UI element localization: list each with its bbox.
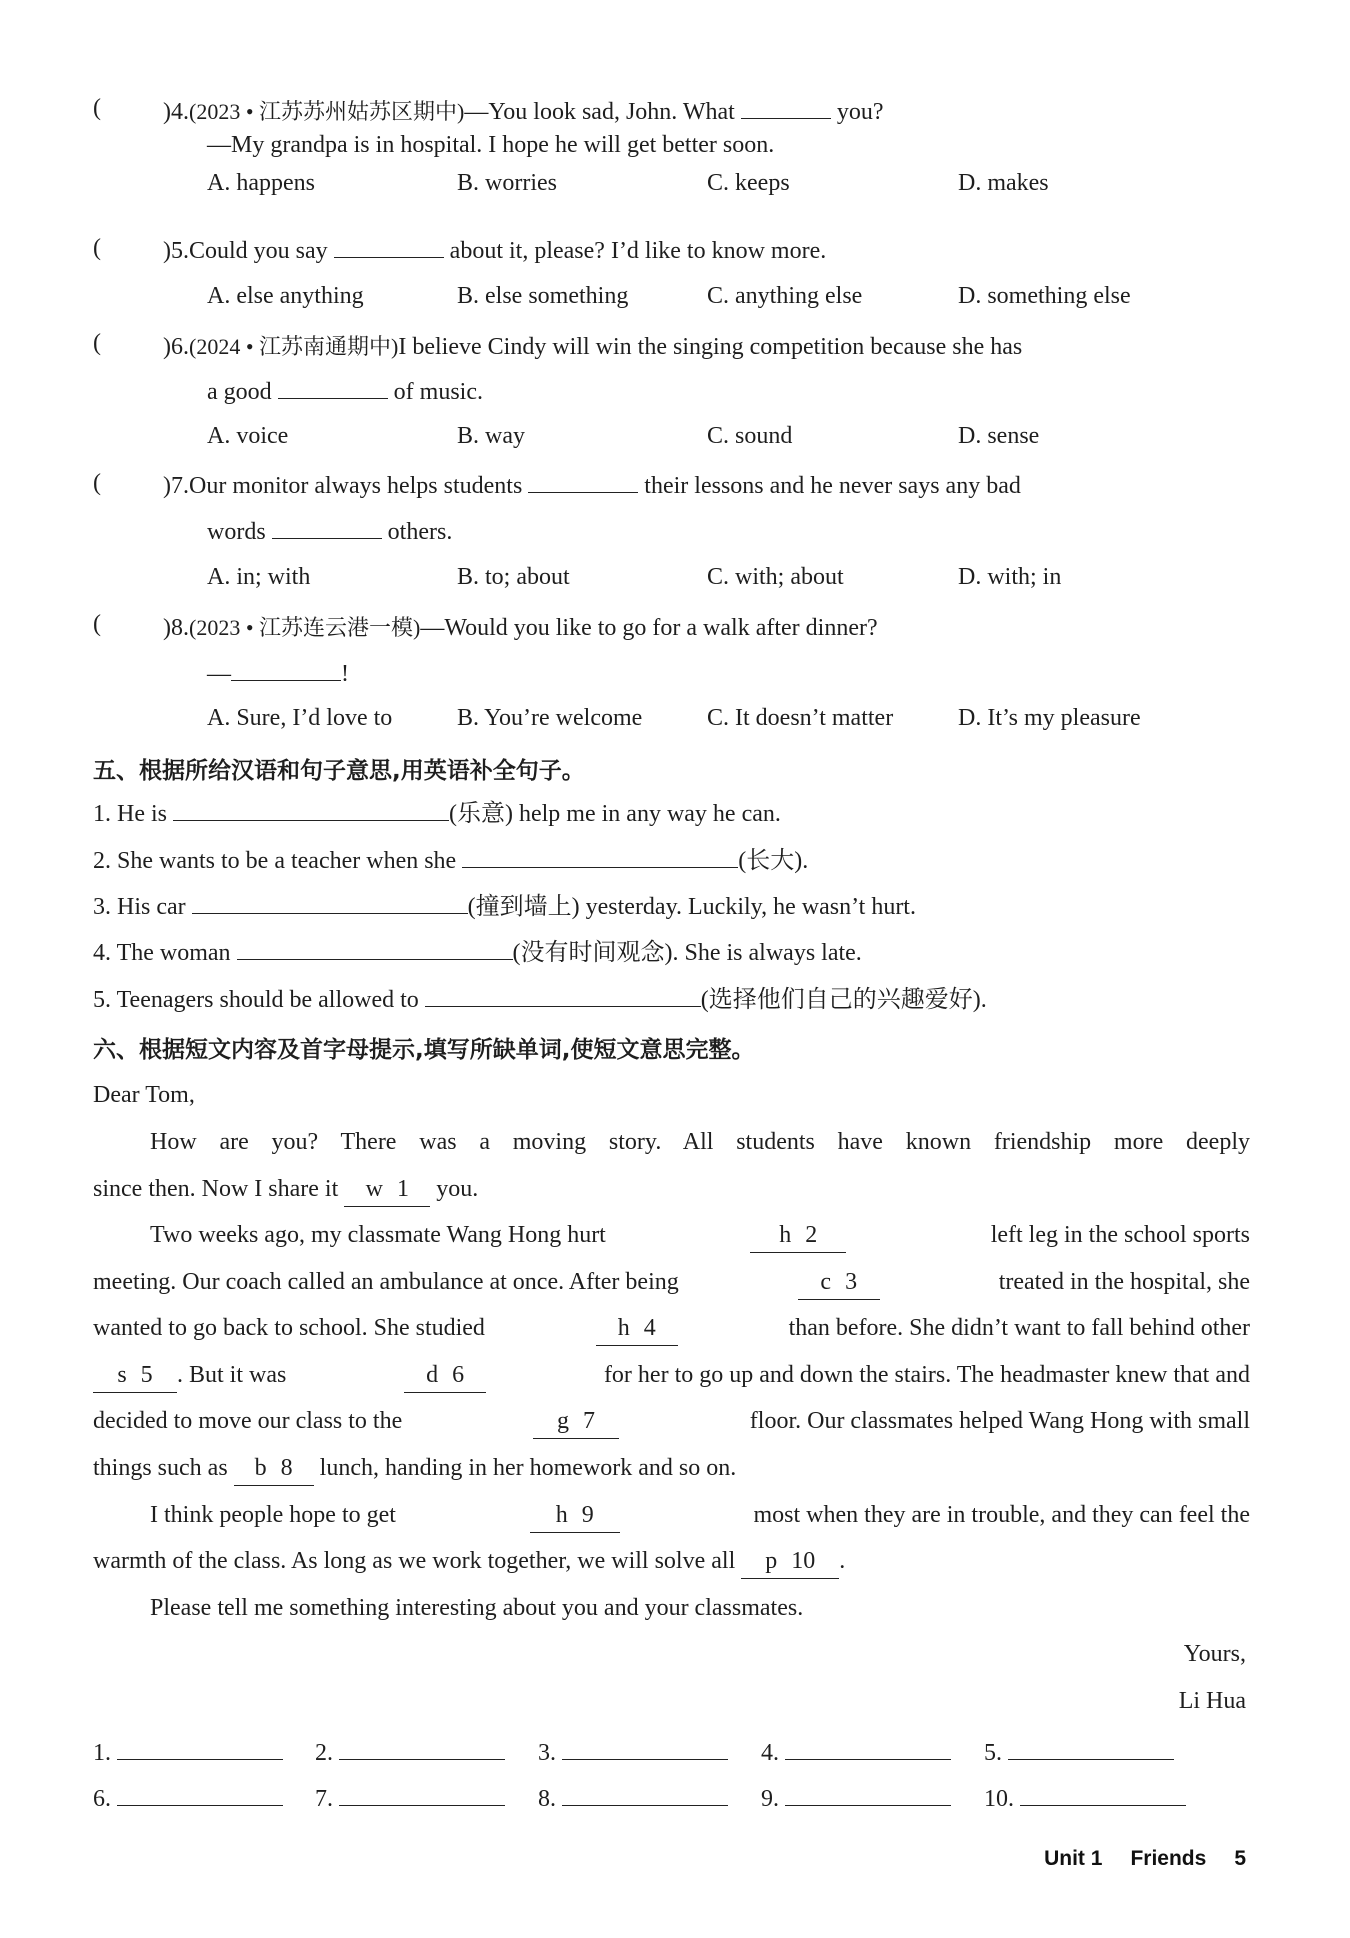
paren-open: ( [93,470,101,496]
sentence-text: 3. His car [93,894,186,920]
answer-slot-3[interactable] [538,1735,728,1767]
gap-1[interactable] [344,1172,430,1207]
gap-letter: g [557,1408,570,1434]
options-7 [207,564,1250,598]
paragraph-3-line-2 [93,1544,1250,1579]
answer-label: 2. [315,1740,333,1766]
question-text: ! [341,661,349,687]
sentence-blank[interactable] [192,891,468,914]
paragraph-text: warmth of the class. As long as we work together, we will solve all [93,1548,736,1574]
answer-paren-8[interactable] [93,611,163,638]
option-b[interactable]: B. You’re welcome [457,705,643,731]
sentence-text: yesterday. Luckily, he wasn’t hurt. [585,894,916,920]
sentence-blank[interactable] [173,798,449,821]
paragraph-text: most when they are in trouble, and they can feel the [753,1502,1250,1528]
paragraph-text: you. [436,1176,479,1202]
gap-letter: w [365,1176,383,1202]
answer-slot-9[interactable] [761,1781,951,1813]
chinese-hint: (乐意) [449,801,513,827]
options-5 [207,283,1250,317]
option-b[interactable]: B. worries [457,170,557,196]
question-6-line2 [207,376,1250,406]
question-number: 6. [171,334,189,360]
question-text: —You look sad, John. What [464,99,735,125]
options-4 [207,170,1250,204]
answer-blank[interactable] [231,658,341,681]
gap-number: 1 [396,1176,409,1202]
option-d[interactable]: D. makes [958,170,1049,196]
page-number: 5 [1234,1847,1246,1870]
gap-number: 10 [791,1548,816,1574]
answer-label: 10. [984,1786,1014,1812]
paragraph-text: . [839,1548,846,1574]
letter-closing: Yours, [1183,1641,1246,1667]
answer-slot-7[interactable] [315,1781,505,1813]
question-text: words [207,519,266,545]
option-a[interactable]: A. voice [207,423,289,449]
option-d[interactable]: D. something else [958,283,1131,309]
paragraph-text: lunch, handing in her homework and so on. [319,1455,737,1481]
gap-4[interactable] [596,1311,678,1346]
paragraph-text: treated in the hospital, she [998,1269,1250,1295]
question-8-reply [207,658,1250,688]
paragraph-text: for her to go up and down the stairs. The headmaster knew that and [603,1362,1250,1388]
chinese-hint: (撞到墙上) [467,894,580,920]
gap-number: 4 [643,1315,656,1341]
option-c[interactable]: C. anything else [707,283,863,309]
answer-blank[interactable] [528,470,638,493]
answer-row-2 [93,1781,1253,1815]
answer-slot-1[interactable] [93,1735,283,1767]
answer-blank[interactable] [741,96,831,119]
paragraph-text: since then. Now I share it [93,1176,339,1202]
option-a[interactable]: A. in; with [207,564,311,590]
gap-10[interactable] [741,1544,839,1579]
paragraph-1-line-2 [93,1172,1250,1207]
question-source: (2024 • 江苏南通期中) [189,334,399,359]
sentence-text: 4. The woman [93,940,231,966]
answer-row-1 [93,1735,1253,1769]
paragraph-2-line-6 [93,1451,1250,1486]
answer-blank[interactable] [272,516,382,539]
answer-slot-8[interactable] [538,1781,728,1813]
paren-open: ( [93,611,101,637]
footer-title: Friends [1130,1847,1207,1870]
sentence-blank[interactable] [462,845,738,868]
gap-7[interactable] [533,1404,619,1439]
gap-letter: h [555,1502,568,1528]
gap-number: 2 [805,1222,818,1248]
answer-label: 3. [538,1740,556,1766]
question-text: others. [387,519,453,545]
gap-5[interactable] [93,1358,177,1393]
question-text: their lessons and he never says any bad [644,473,1021,499]
answer-slot-5[interactable] [984,1735,1174,1767]
paragraph-text: than before. She didn’t want to fall behind other [788,1315,1250,1341]
paren-open: ( [93,95,101,121]
sentence-3 [93,890,1250,924]
option-c[interactable]: C. with; about [707,564,844,590]
question-4 [163,95,1250,126]
chinese-hint: (没有时间观念). [512,940,679,966]
option-c[interactable]: C. sound [707,423,793,449]
page-footer [1044,1847,1246,1871]
option-c[interactable]: C. It doesn’t matter [707,705,894,731]
paragraph-text: left leg in the school sports [990,1222,1250,1248]
gap-letter: h [779,1222,792,1248]
gap-8[interactable] [234,1451,314,1486]
question-source: (2023 • 江苏连云港一模) [189,615,421,640]
paragraph-text: things such as [93,1455,228,1481]
paren-close: ) [163,615,171,641]
gap-letter: b [254,1455,267,1481]
gap-number: 8 [280,1455,293,1481]
gap-3[interactable] [798,1265,880,1300]
sentence-4 [93,936,1250,970]
answer-label: 9. [761,1786,779,1812]
answer-blank[interactable] [334,235,444,258]
paragraph-2-line-1 [150,1218,1250,1253]
paragraph-text: floor. Our classmates helped Wang Hong with small [749,1408,1250,1434]
letter-signature: Li Hua [1178,1688,1246,1714]
option-d[interactable]: D. It’s my pleasure [958,705,1141,731]
answer-slot-6[interactable] [93,1781,283,1813]
gap-letter: c [820,1269,832,1295]
gap-number: 9 [581,1502,594,1528]
paren-close: ) [163,473,171,499]
paragraph-2-line-4 [93,1358,1250,1393]
option-a[interactable]: A. happens [207,170,315,196]
footer-unit: Unit 1 [1044,1847,1103,1870]
question-text: about it, please? I’d like to know more. [449,238,827,264]
question-text: Our monitor always helps students [189,473,523,499]
paragraph-4: Please tell me something interesting about you and your classmates. [150,1595,804,1621]
answer-paren-6[interactable] [93,330,163,357]
sentence-text: help me in any way he can. [518,801,781,827]
sentence-text: 1. He is [93,801,167,827]
sentence-text: 2. She wants to be a teacher when she [93,848,457,874]
question-text: — [207,661,231,687]
option-d[interactable]: D. sense [958,423,1040,449]
gap-number: 3 [845,1269,858,1295]
option-b[interactable]: B. way [457,423,525,449]
gap-number: 5 [140,1362,153,1388]
answer-label: 6. [93,1786,111,1812]
paragraph-1-line-1: How are you? There was a moving story. All students have known friendship more deeply [150,1129,1250,1155]
answer-slot-4[interactable] [761,1735,951,1767]
question-number: 8. [171,615,189,641]
paren-close: ) [163,99,171,125]
letter-greeting: Dear Tom, [93,1082,195,1108]
section-6-heading: 六、根据短文内容及首字母提示,填写所缺单词,使短文意思完整。 [93,1037,755,1063]
question-7 [163,470,1250,500]
gap-9[interactable] [530,1498,620,1533]
answer-paren-4[interactable] [93,95,163,122]
gap-number: 6 [452,1362,465,1388]
paragraph-2-line-2 [93,1265,1250,1300]
paragraph-2-line-5 [93,1404,1250,1439]
paragraph-text: decided to move our class to the [93,1408,403,1434]
question-6 [163,330,1250,361]
answer-label: 5. [984,1740,1002,1766]
paragraph-text: . But it was [177,1362,287,1388]
question-8 [163,611,1250,642]
answer-paren-7[interactable] [93,470,163,497]
question-7-line2 [207,516,1250,546]
chinese-hint: (长大). [738,848,809,874]
answer-slot-2[interactable] [315,1735,505,1767]
answer-label: 4. [761,1740,779,1766]
question-text: a good [207,379,272,405]
gap-letter: p [765,1548,778,1574]
answer-label: 8. [538,1786,556,1812]
paragraph-text: Two weeks ago, my classmate Wang Hong hurt [150,1222,606,1248]
paren-close: ) [163,238,171,264]
sentence-5 [93,983,1250,1017]
paren-open: ( [93,235,101,261]
question-text: you? [836,99,884,125]
sentence-1 [93,797,1250,831]
answer-label: 1. [93,1740,111,1766]
paragraph-3-line-1 [150,1498,1250,1533]
paragraph-text: meeting. Our coach called an ambulance at once. After being [93,1269,679,1295]
option-b[interactable]: B. else something [457,283,629,309]
options-6 [207,423,1250,457]
question-source: (2023 • 江苏苏州姑苏区期中) [189,99,465,124]
sentence-2 [93,844,1250,878]
sentence-blank[interactable] [237,937,513,960]
answer-label: 7. [315,1786,333,1812]
paragraph-text: I think people hope to get [150,1502,396,1528]
question-text: of music. [393,379,483,405]
question-number: 7. [171,473,189,499]
sentence-text: She is always late. [684,940,862,966]
question-text: Could you say [189,238,328,264]
sentence-blank[interactable] [425,984,701,1007]
chinese-hint: (选择他们自己的兴趣爱好). [700,987,987,1013]
question-4-reply: —My grandpa is in hospital. I hope he will get better soon. [207,132,775,158]
option-d[interactable]: D. with; in [958,564,1062,590]
gap-2[interactable] [750,1218,846,1253]
option-a[interactable]: A. Sure, I’d love to [207,705,393,731]
question-number: 5. [171,238,189,264]
gap-6[interactable] [404,1358,486,1393]
gap-number: 7 [583,1408,596,1434]
paren-close: ) [163,334,171,360]
question-number: 4. [171,99,189,125]
option-a[interactable]: A. else anything [207,283,364,309]
question-text: I believe Cindy will win the singing competition because she has [398,334,1023,360]
section-5-heading: 五、根据所给汉语和句子意思,用英语补全句子。 [93,758,585,784]
sentence-text: 5. Teenagers should be allowed to [93,987,419,1013]
paren-open: ( [93,330,101,356]
gap-letter: d [426,1362,439,1388]
question-5 [163,235,1250,265]
gap-letter: h [617,1315,630,1341]
question-text: —Would you like to go for a walk after dinner? [420,615,878,641]
answer-slot-10[interactable] [984,1781,1186,1813]
option-c[interactable]: C. keeps [707,170,790,196]
answer-paren-5[interactable] [93,235,163,262]
gap-letter: s [117,1362,127,1388]
answer-blank[interactable] [278,376,388,399]
paragraph-text: wanted to go back to school. She studied [93,1315,485,1341]
option-b[interactable]: B. to; about [457,564,570,590]
paragraph-2-line-3 [93,1311,1250,1346]
options-8 [207,705,1250,739]
